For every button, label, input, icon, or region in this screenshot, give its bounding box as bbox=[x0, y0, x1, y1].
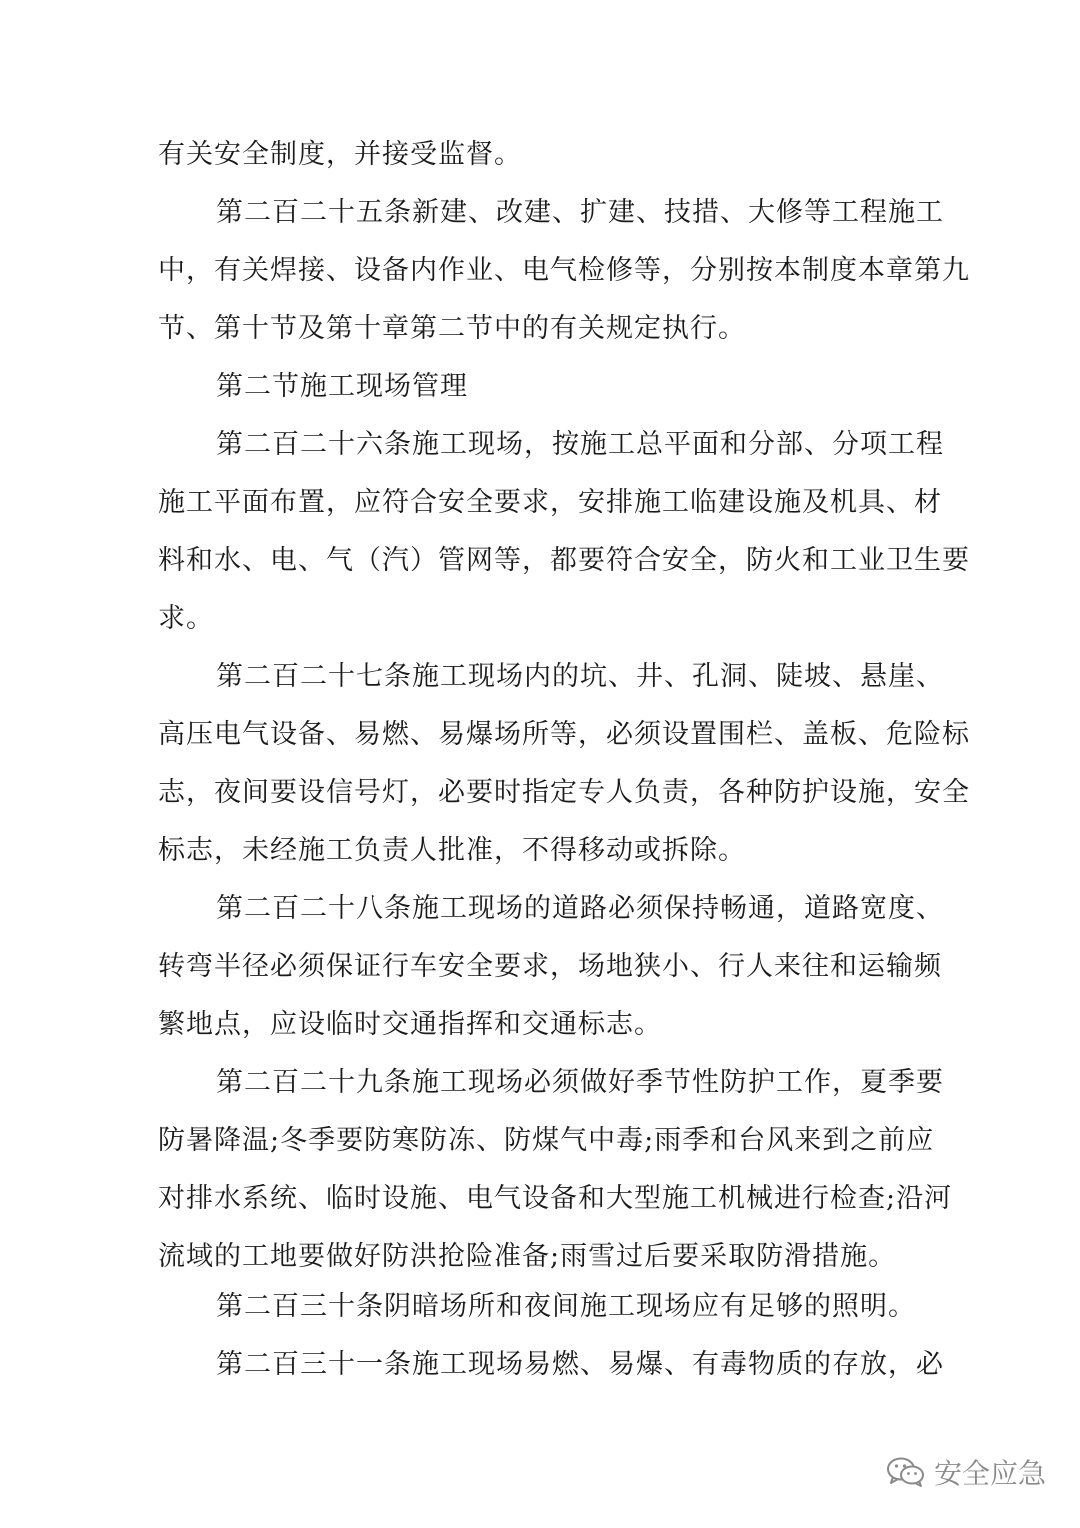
text-line: 第二百三十一条施工现场易燃、易爆、有毒物质的存放，必 bbox=[216, 1349, 944, 1380]
text-line: 第二百二十五条新建、改建、扩建、技措、大修等工程施工 bbox=[216, 197, 944, 228]
text-line: 高压电气设备、易燃、易爆场所等，必须设置围栏、盖板、危险标 bbox=[158, 719, 970, 750]
document-body bbox=[158, 126, 970, 1394]
text-line: 标志，未经施工负责人批准，不得移动或拆除。 bbox=[158, 835, 746, 866]
text-line: 有关安全制度，并接受监督。 bbox=[158, 139, 522, 170]
text-line: 第二百二十八条施工现场的道路必须保持畅通，道路宽度、 bbox=[216, 893, 944, 924]
text-line: 第二百二十九条施工现场必须做好季节性防护工作，夏季要 bbox=[216, 1067, 944, 1098]
text-line: 施工平面布置，应符合安全要求，安排施工临建设施及机具、材 bbox=[158, 487, 942, 518]
text-line: 第二百三十条阴暗场所和夜间施工现场应有足够的照明。 bbox=[216, 1291, 916, 1322]
section-heading: 第二节施工现场管理 bbox=[216, 371, 468, 402]
watermark bbox=[886, 1452, 1046, 1492]
text-line: 料和水、电、气（汽）管网等，都要符合安全，防火和工业卫生要 bbox=[158, 545, 970, 576]
text-line: 流域的工地要做好防洪抢险准备;雨雪过后要采取防滑措施。 bbox=[158, 1241, 897, 1272]
text-line: 节、第十节及第十章第二节中的有关规定执行。 bbox=[158, 313, 746, 344]
text-line: 求。 bbox=[158, 603, 214, 634]
text-line: 中，有关焊接、设备内作业、电气检修等，分别按本制度本章第九 bbox=[158, 255, 970, 286]
text-line: 志，夜间要设信号灯，必要时指定专人负责，各种防护设施，安全 bbox=[158, 777, 970, 808]
wechat-icon bbox=[886, 1455, 926, 1489]
text-line: 繁地点，应设临时交通指挥和交通标志。 bbox=[158, 1009, 662, 1040]
text-line: 对排水系统、临时设施、电气设备和大型施工机械进行检查;沿河 bbox=[158, 1183, 953, 1214]
text-line: 转弯半径必须保证行车安全要求，场地狭小、行人来往和运输频 bbox=[158, 951, 942, 982]
text-line: 防暑降温;冬季要防寒防冻、防煤气中毒;雨季和台风来到之前应 bbox=[158, 1125, 935, 1156]
watermark-text: 安全应急 bbox=[933, 1457, 1046, 1490]
text-line: 第二百二十七条施工现场内的坑、井、孔洞、陡坡、悬崖、 bbox=[216, 661, 944, 692]
text-line: 第二百二十六条施工现场，按施工总平面和分部、分项工程 bbox=[216, 429, 944, 460]
